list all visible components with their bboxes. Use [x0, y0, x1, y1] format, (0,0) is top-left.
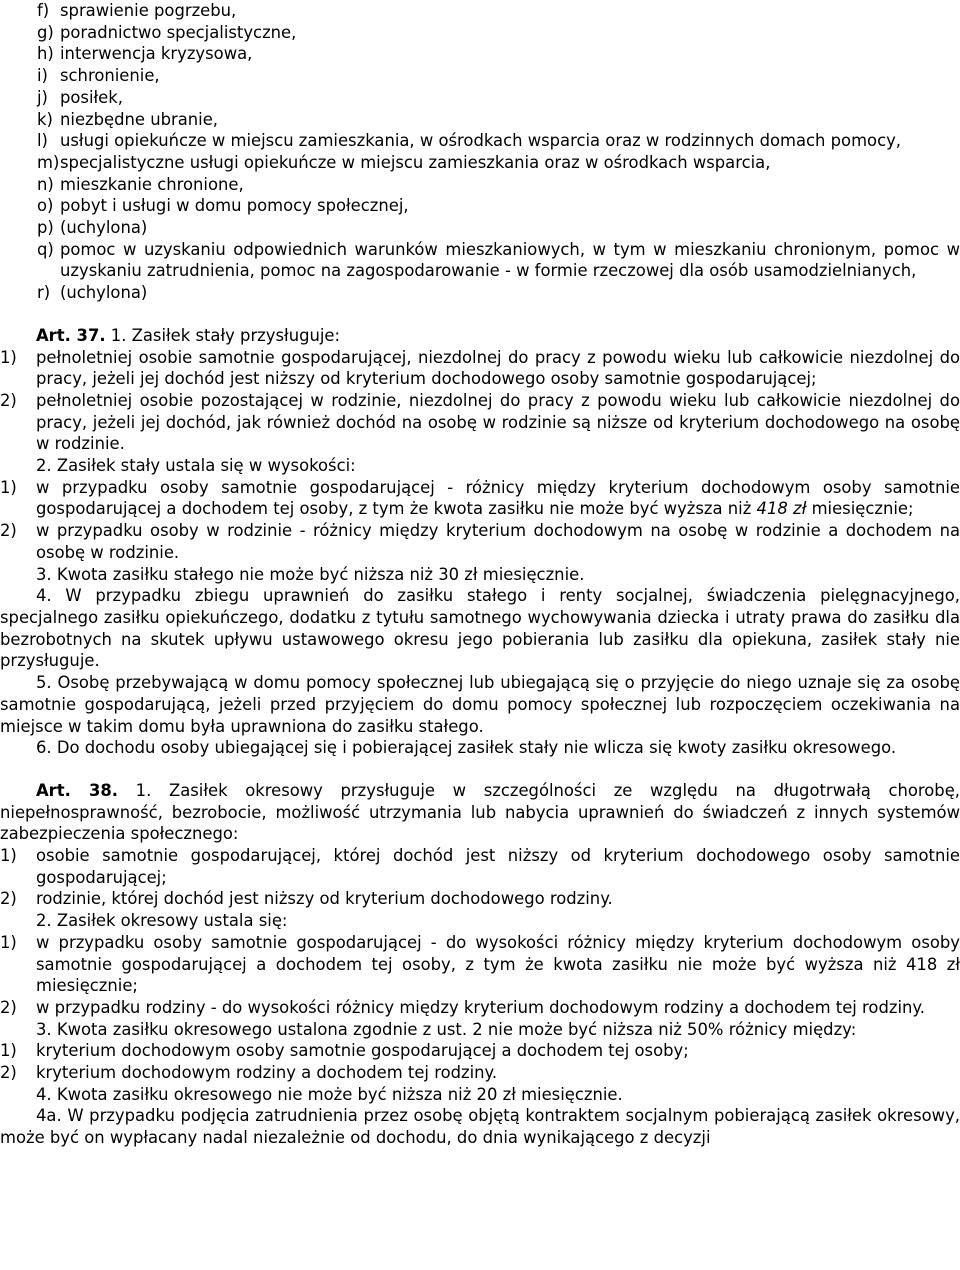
item-label: r)	[37, 283, 51, 303]
item-label: 1)	[0, 1041, 17, 1061]
item-text: pełnoletniej osobie samotnie gospodarującej, niezdolnej do pracy z powodu wieku lub całkowicie niezdolnej do pracy, jeżeli jej dochód jest niższy od kryterium dochodowego osoby samotnie gospodarującej;	[36, 347, 960, 389]
para-number: 1.	[135, 780, 152, 800]
item-text: niezbędne ubranie,	[60, 109, 219, 129]
numbered-item	[0, 1040, 960, 1062]
item-label: 1)	[0, 932, 17, 952]
item-label: o)	[37, 196, 54, 216]
letter-list	[0, 0, 960, 304]
art38-para2: 2. Zasiłek okresowy ustala się:	[36, 911, 288, 931]
list-item	[0, 239, 960, 282]
list-item	[0, 195, 960, 217]
item-label: 2)	[0, 889, 17, 909]
amount-italic: 418 zł	[756, 499, 807, 519]
item-label: 1)	[0, 347, 17, 367]
item-text: kryterium dochodowym rodziny a dochodem tej rodziny.	[36, 1063, 498, 1083]
item-label: g)	[37, 22, 54, 42]
item-text: pobyt i usługi w domu pomocy społecznej,	[60, 196, 409, 216]
item-text: poradnictwo specjalistyczne,	[60, 22, 297, 42]
item-label: h)	[37, 44, 54, 64]
item-label: n)	[37, 174, 54, 194]
numbered-item	[0, 1062, 960, 1084]
para-number: 1.	[110, 325, 127, 345]
item-text: w przypadku rodziny - do wysokości różnicy między kryterium dochodowym rodziny a dochodem tej rodziny.	[36, 997, 925, 1017]
item-label: p)	[37, 218, 54, 238]
item-label: 2)	[0, 997, 17, 1017]
list-item	[0, 43, 960, 65]
numbered-item	[0, 390, 960, 455]
art38-para4: 4. Kwota zasiłku okresowego nie może być niższa niż 20 zł miesięcznie.	[36, 1084, 623, 1104]
art37-para5: 5. Osobę przebywającą w domu pomocy społecznej lub ubiegającą się o przyjęcie do niego uznaje się za osobę samotnie gospodarującą, jeżeli przed przyjęciem do domu pomocy społecznej lub rozpoczęciem oczekiwania na miejsce w takim domu była uprawniona do zasiłku stałego.	[0, 673, 960, 736]
item-text: w przypadku osoby samotnie gospodarującej - różnicy między kryterium dochodowym osoby samotnie gospodarującej a dochodem tej osoby, z tym że kwota zasiłku nie może być wyższa niż	[36, 477, 960, 519]
list-item	[0, 22, 960, 44]
item-text: pełnoletniej osobie pozostającej w rodzinie, niezdolnej do pracy z powodu wieku lub całkowicie niezdolnej do pracy, jeżeli jej dochód, jak również dochód na osobę w rodzinie są niższe od kryterium dochodowego na osobę w rodzinie.	[36, 390, 960, 454]
item-text: specjalistyczne usługi opiekuńcze w miejscu zamieszkania oraz w ośrodkach wsparcia,	[60, 152, 771, 172]
numbered-item	[0, 477, 960, 520]
numbered-item	[0, 997, 960, 1019]
numbered-item	[0, 845, 960, 888]
list-item	[0, 217, 960, 239]
list-item	[0, 109, 960, 131]
list-item	[0, 174, 960, 196]
item-text: w przypadku osoby samotnie gospodarującej - do wysokości różnicy między kryterium dochodowym osoby samotnie gospodarującej a dochodem tej osoby, z tym że kwota zasiłku nie może być wyższa niż 418 zł miesięcznie;	[36, 932, 960, 996]
item-text: posiłek,	[60, 87, 123, 107]
art38-para4a: 4a. W przypadku podjęcia zatrudnienia przez osobę objętą kontraktem socjalnym pobierającą zasiłek okresowy, może być on wypłacany nadal niezależnie od dochodu, do dnia wynikającego z decyzji	[0, 1106, 960, 1148]
item-text: w przypadku osoby w rodzinie - różnicy między kryterium dochodowym na osobę w rodzinie a dochodem na osobę w rodzinie.	[36, 521, 960, 562]
item-label: l)	[37, 131, 48, 151]
list-item	[0, 65, 960, 87]
list-item	[0, 130, 960, 152]
item-label: f)	[37, 1, 50, 20]
item-text: usługi opiekuńcze w miejscu zamieszkania, w ośrodkach wsparcia oraz w rodzinnych domach pomocy,	[60, 131, 901, 151]
item-label: q)	[37, 239, 54, 259]
art37-para4: 4. W przypadku zbiegu uprawnień do zasiłku stałego i renty socjalnej, świadczenia pielęgnacyjnego, specjalnego zasiłku opiekuńczego, dodatku z tytułu samotnego wychowywania dziecka i utraty prawa do zasiłku dla bezrobotnych na skutek upływu ustawowego okresu jego pobierania lub zasiłku dla opiekuna, zasiłek stały nie przysługuje.	[0, 586, 960, 671]
article-38	[0, 780, 960, 1149]
article-heading: Art. 37.	[36, 325, 106, 345]
item-label: 2)	[0, 521, 17, 541]
item-text: (uchylona)	[60, 283, 148, 303]
numbered-item	[0, 520, 960, 563]
art37-para6: 6. Do dochodu osoby ubiegającej się i pobierającej zasiłek stały nie wlicza się kwoty zasiłku okresowego.	[36, 738, 897, 758]
art37-para2: 2. Zasiłek stały ustala się w wysokości:	[36, 456, 356, 476]
item-text: sprawienie pogrzebu,	[60, 1, 237, 20]
item-label: 1)	[0, 846, 17, 866]
item-text: mieszkanie chronione,	[60, 174, 244, 194]
item-text: schronienie,	[60, 66, 160, 86]
article-37	[0, 325, 960, 759]
item-text: rodzinie, której dochód jest niższy od kryterium dochodowego rodziny.	[36, 889, 613, 909]
art37-para3: 3. Kwota zasiłku stałego nie może być niższa niż 30 zł miesięcznie.	[36, 564, 585, 584]
item-text: kryterium dochodowym osoby samotnie gospodarującej a dochodem tej osoby;	[36, 1041, 689, 1061]
spacer	[0, 759, 960, 780]
item-label: k)	[37, 109, 53, 129]
item-label: j)	[37, 87, 48, 107]
spacer	[0, 304, 960, 325]
art37-para1	[0, 325, 960, 347]
list-item	[0, 282, 960, 304]
item-label: 2)	[0, 1063, 17, 1083]
item-label: 1)	[0, 477, 17, 497]
item-text: osobie samotnie gospodarującej, której dochód jest niższy od kryterium dochodowego osoby samotnie gospodarującej;	[36, 846, 960, 887]
list-item	[0, 152, 960, 174]
article-heading: Art. 38.	[36, 780, 119, 800]
art38-para3: 3. Kwota zasiłku okresowego ustalona zgodnie z ust. 2 nie może być niższa niż 50% różnicy między:	[36, 1019, 857, 1039]
item-text-tail: miesięcznie;	[811, 499, 914, 519]
item-text: interwencja kryzysowa,	[60, 44, 253, 64]
numbered-item	[0, 888, 960, 910]
art38-para1	[0, 780, 960, 845]
numbered-item	[0, 347, 960, 390]
para-text: Zasiłek stały przysługuje:	[131, 325, 341, 345]
item-text: pomoc w uzyskaniu odpowiednich warunków mieszkaniowych, w tym w mieszkaniu chronionym, pomoc w uzyskaniu zatrudnienia, pomoc na zagospodarowanie - w formie rzeczowej dla osób usamodzielnianych,	[60, 239, 960, 281]
item-text: (uchylona)	[60, 218, 148, 238]
item-label: i)	[37, 66, 48, 86]
para-text: Zasiłek okresowy przysługuje w szczególności ze względu na długotrwałą chorobę, niepełnosprawność, bezrobocie, możliwość utrzymania lub nabycia uprawnień do świadczeń z innych systemów zabezpieczenia społecznego:	[0, 780, 960, 844]
list-item	[0, 87, 960, 109]
item-label: 2)	[0, 390, 17, 410]
numbered-item	[0, 932, 960, 997]
item-label: m)	[37, 152, 60, 172]
list-item	[0, 0, 960, 22]
